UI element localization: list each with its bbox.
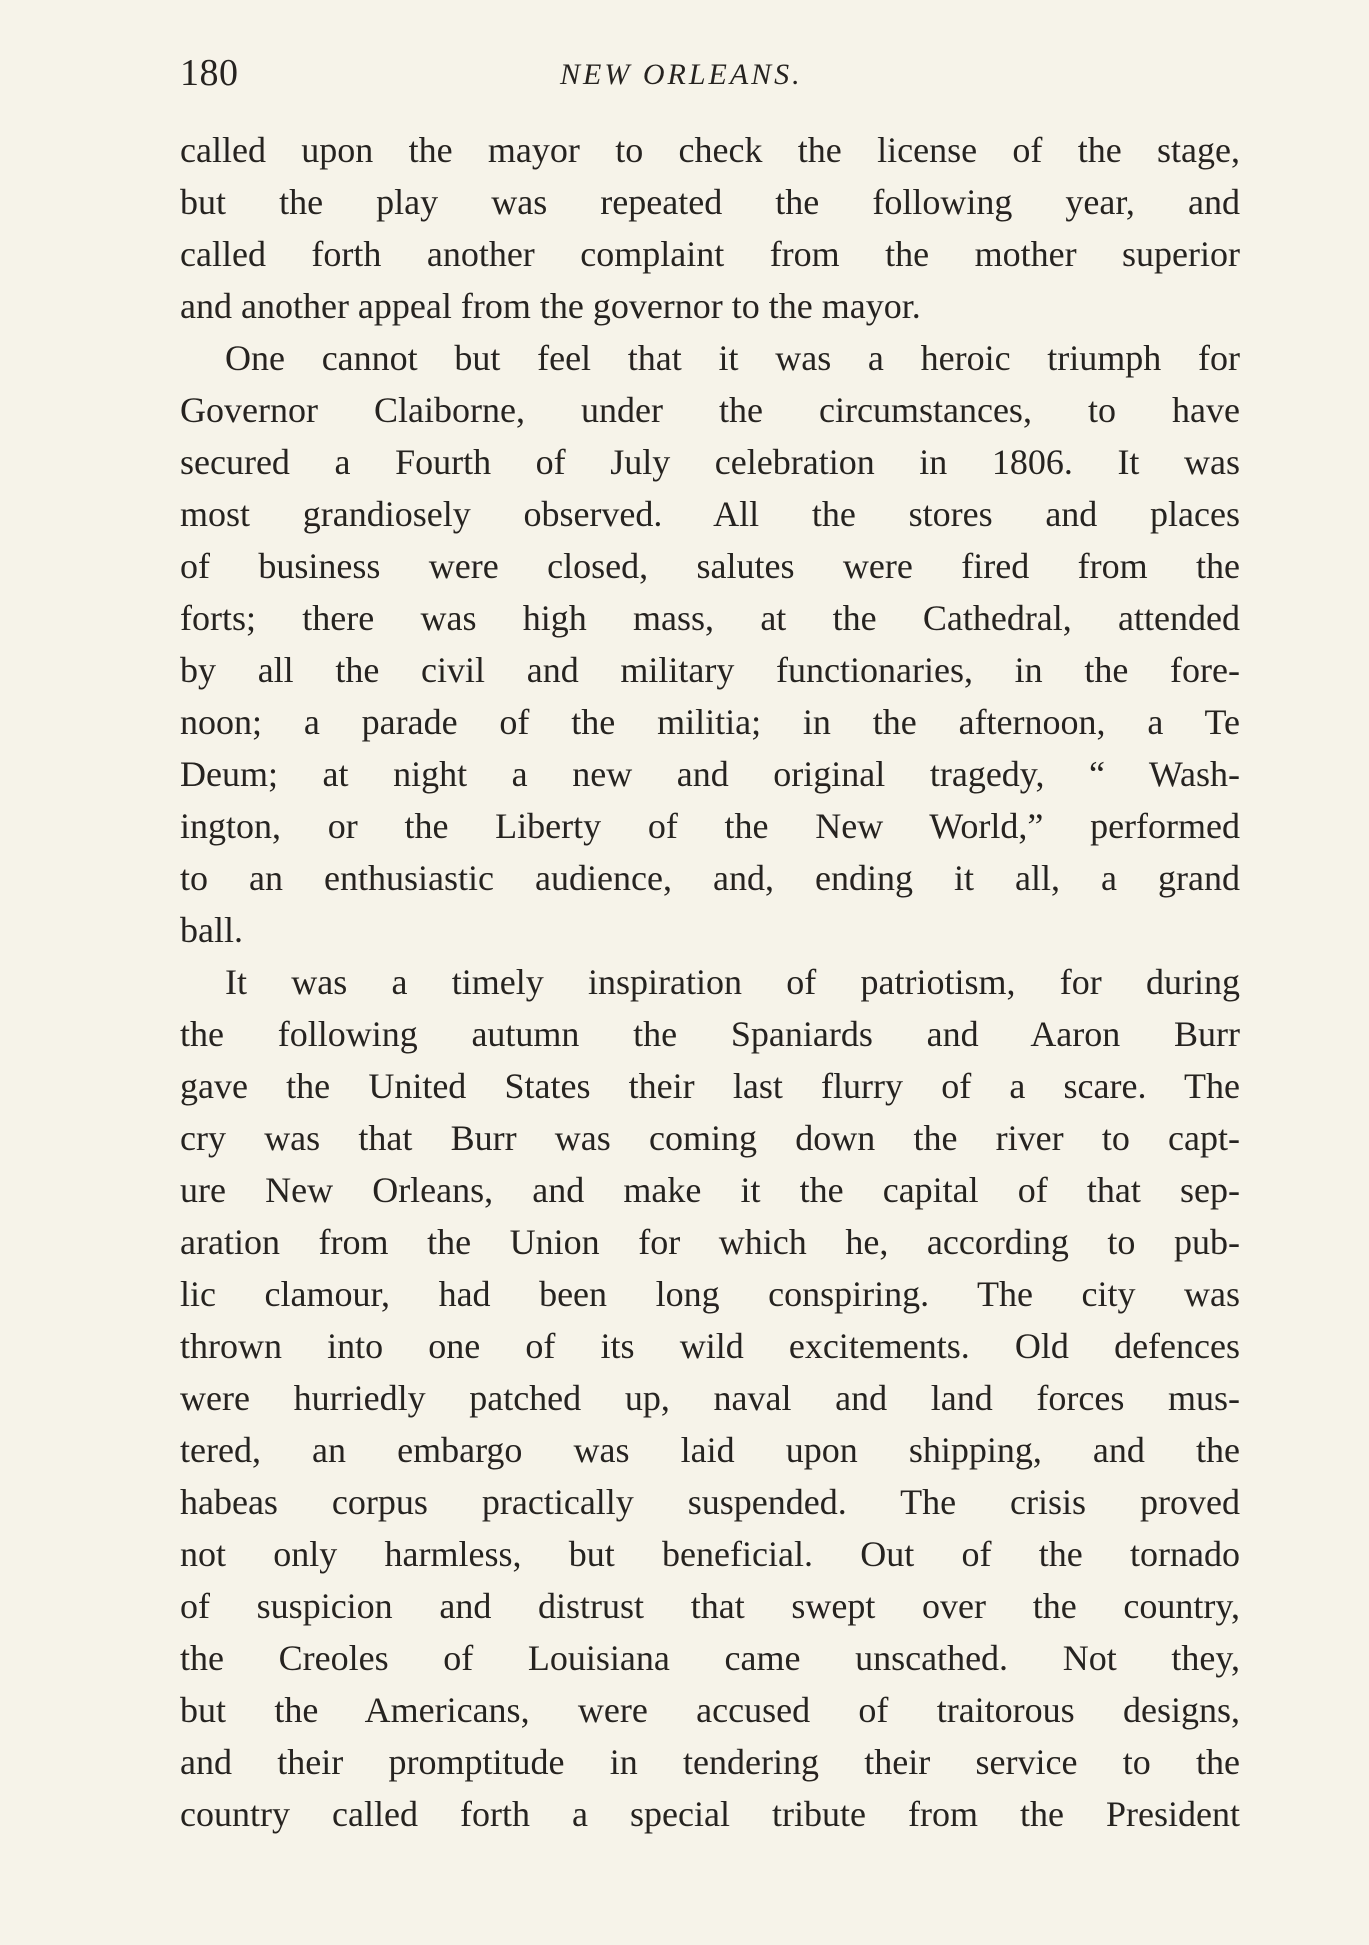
text-line: aration from the Union for which he, according to pub- bbox=[180, 1222, 1240, 1262]
text-line: but the Americans, were accused of traitorous designs, bbox=[180, 1690, 1240, 1730]
text-line: ball. bbox=[180, 910, 243, 950]
text-line: tered, an embargo was laid upon shipping, and the bbox=[180, 1430, 1240, 1470]
text-line: of suspicion and distrust that swept over the country, bbox=[180, 1586, 1240, 1626]
text-line: forts; there was high mass, at the Cathedral, attended bbox=[180, 598, 1240, 638]
text-line: were hurriedly patched up, naval and land forces mus- bbox=[180, 1378, 1240, 1418]
text-line: and another appeal from the governor to the mayor. bbox=[180, 286, 921, 326]
text-line: Deum; at night a new and original tragedy, “ Wash- bbox=[180, 754, 1240, 794]
page-number: 180 bbox=[180, 52, 239, 94]
text-line: the following autumn the Spaniards and Aaron Burr bbox=[180, 1014, 1240, 1054]
text-line: thrown into one of its wild excitements. Old defences bbox=[180, 1326, 1240, 1366]
text-line: most grandiosely observed. All the stores and places bbox=[180, 494, 1240, 534]
text-line: to an enthusiastic audience, and, ending it all, a grand bbox=[180, 858, 1240, 898]
text-line: gave the United States their last flurry of a scare. The bbox=[180, 1066, 1240, 1106]
text-line: cry was that Burr was coming down the river to capt- bbox=[180, 1118, 1240, 1158]
text-line: by all the civil and military functionaries, in the fore- bbox=[180, 650, 1240, 690]
body-text bbox=[180, 124, 1240, 1840]
text-line: and their promptitude in tendering their service to the bbox=[180, 1742, 1240, 1782]
text-line: ure New Orleans, and make it the capital of that sep- bbox=[180, 1170, 1240, 1210]
paragraph-first-line: It was a timely inspiration of patriotism, for during bbox=[225, 962, 1240, 1002]
text-line: not only harmless, but beneficial. Out of the tornado bbox=[180, 1534, 1240, 1574]
text-line: called forth another complaint from the mother superior bbox=[180, 234, 1240, 274]
text-line: Governor Claiborne, under the circumstances, to have bbox=[180, 390, 1240, 430]
paragraph-first-line: One cannot but feel that it was a heroic triumph for bbox=[225, 338, 1240, 378]
text-line: called upon the mayor to check the license of the stage, bbox=[180, 130, 1240, 170]
running-head bbox=[180, 50, 1240, 96]
text-line: noon; a parade of the militia; in the afternoon, a Te bbox=[180, 702, 1240, 742]
text-line: ington, or the Liberty of the New World,” performed bbox=[180, 806, 1240, 846]
running-title: NEW ORLEANS. bbox=[560, 58, 803, 91]
text-line: but the play was repeated the following year, and bbox=[180, 182, 1240, 222]
text-line: of business were closed, salutes were fired from the bbox=[180, 546, 1240, 586]
text-line: the Creoles of Louisiana came unscathed. Not they, bbox=[180, 1638, 1240, 1678]
text-line: lic clamour, had been long conspiring. The city was bbox=[180, 1274, 1240, 1314]
text-line: secured a Fourth of July celebration in 1806. It was bbox=[180, 442, 1240, 482]
text-line: habeas corpus practically suspended. The crisis proved bbox=[180, 1482, 1240, 1522]
text-line: country called forth a special tribute from the President bbox=[180, 1794, 1240, 1834]
